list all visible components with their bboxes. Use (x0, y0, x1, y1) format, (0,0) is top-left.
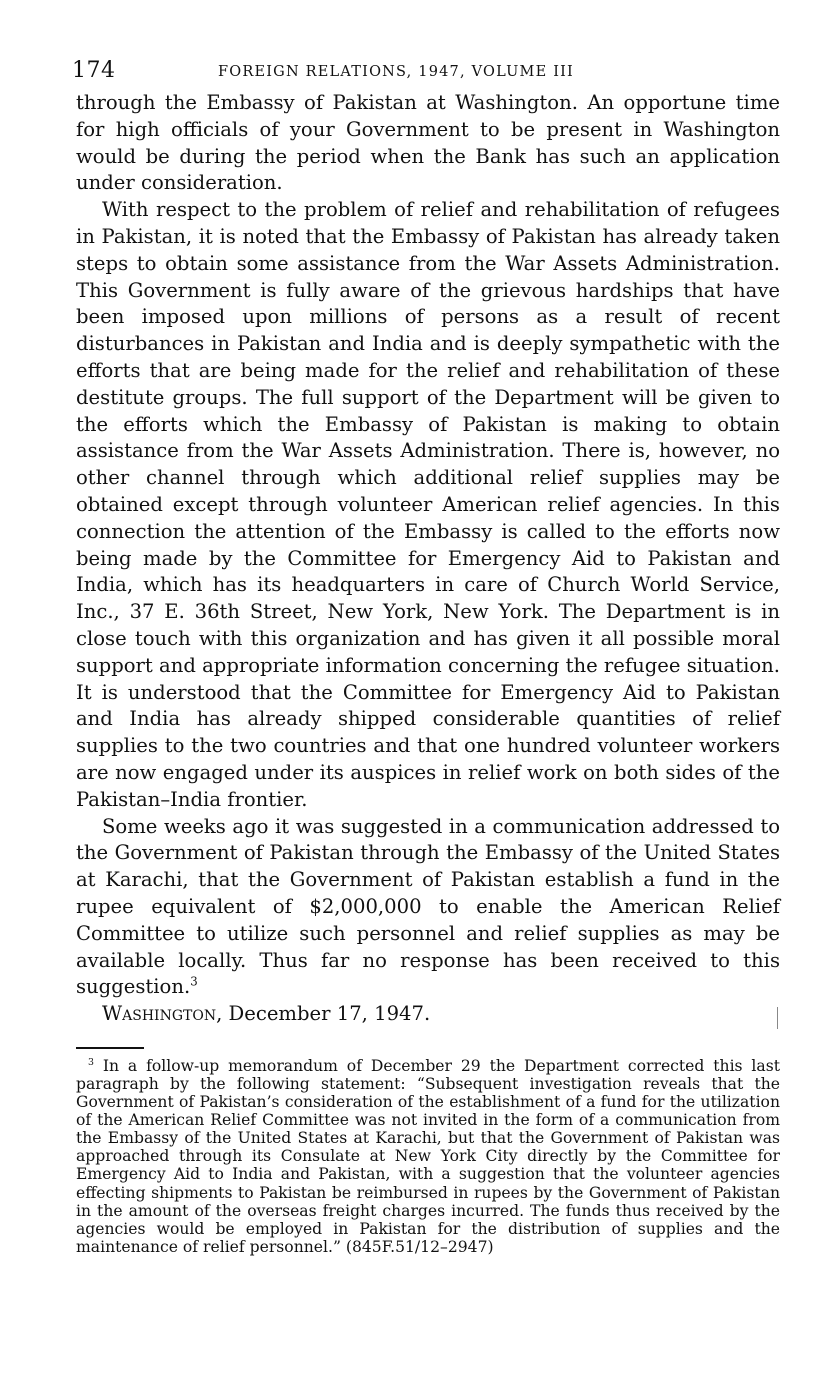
dateline (76, 1001, 780, 1028)
paragraph-rupee-fund (76, 814, 780, 1002)
dateline-date: , December 17, 1947. (216, 1002, 431, 1026)
running-head (72, 52, 780, 90)
running-title: FOREIGN RELATIONS, 1947, VOLUME III (218, 64, 574, 80)
paragraph-rupee-fund-text: Some weeks ago it was suggested in a communication addressed to the Government of Pakistan through the Embassy of the United States at Karachi, that the Government of Pakistan establish a fund in the rupee equivalent of $2,000,000 to enable the American Relief Committee to utilize such personnel and relief supplies as may be available locally. Thus far no response has been received to this suggestion. (76, 814, 780, 999)
footnote-3 (76, 1057, 780, 1256)
footnote-reference: 3 (190, 974, 198, 989)
page-number: 174 (72, 58, 116, 83)
dateline-place: Washington (102, 1002, 217, 1026)
document-page (72, 52, 780, 1256)
footnote-number: 3 (88, 1056, 94, 1068)
margin-mark (777, 1007, 778, 1029)
paragraph-continuation: through the Embassy of Pakistan at Washington. An opportune time for high officials of your Government to be present in Washington would be during the period when the Bank has such an application under consideration. (76, 91, 780, 195)
footnote-text: In a follow-up memorandum of December 29 the Department corrected this last paragraph by the following statement: “Subsequent investigation reveals that the Government of Pakistan’s consideration of the establishment of a fund for the utilization of the American Relief Committee was not invited in the form of a communication from the Embassy of the United States at Karachi, but that the Government of Pakistan was approached through its Consulate at New York City directly by the Committee for Emergency Aid to India and Pakistan, with a suggestion that the volunteer agencies effecting shipments to Pakistan be reimbursed in rupees by the Government of Pakistan in the amount of the overseas freight charges incurred. The funds thus received by the agencies would be employed in Pakistan for the distribution of supplies and the maintenance of relief personnel.” (845F.51/12–2947) (76, 1056, 780, 1256)
footnote-divider (76, 1047, 144, 1049)
paragraph-refugee-relief: With respect to the problem of relief and rehabilitation of refugees in Pakistan, it is noted that the Embassy of Pakistan has already taken steps to obtain some assistance from the War Assets Administration. This Government is fully aware of the grievous hardships that have been imposed upon millions of persons as a result of recent disturbances in Pakistan and India and is deeply sympathetic with the efforts that are being made for the relief and rehabilitation of these destitute groups. The full support of the Department will be given to the efforts which the Embassy of Pakistan is making to obtain assistance from the War Assets Administration. There is, however, no other channel through which additional relief supplies may be obtained except through volunteer American relief agencies. In this connection the attention of the Embassy is called to the efforts now being made by the Committee for Emergency Aid to Pakistan and India, which has its headquarters in care of Church World Service, Inc., 37 E. 36th Street, New York, New York. The Department is in close touch with this organization and has given it all possible moral support and appropriate information concerning the refugee situation. It is understood that the Committee for Emergency Aid to Pakistan and India has already shipped considerable quantities of relief supplies to the two countries and that one hundred volunteer workers are now engaged under its auspices in relief work on both sides of the Pakistan–India frontier. (76, 198, 780, 811)
